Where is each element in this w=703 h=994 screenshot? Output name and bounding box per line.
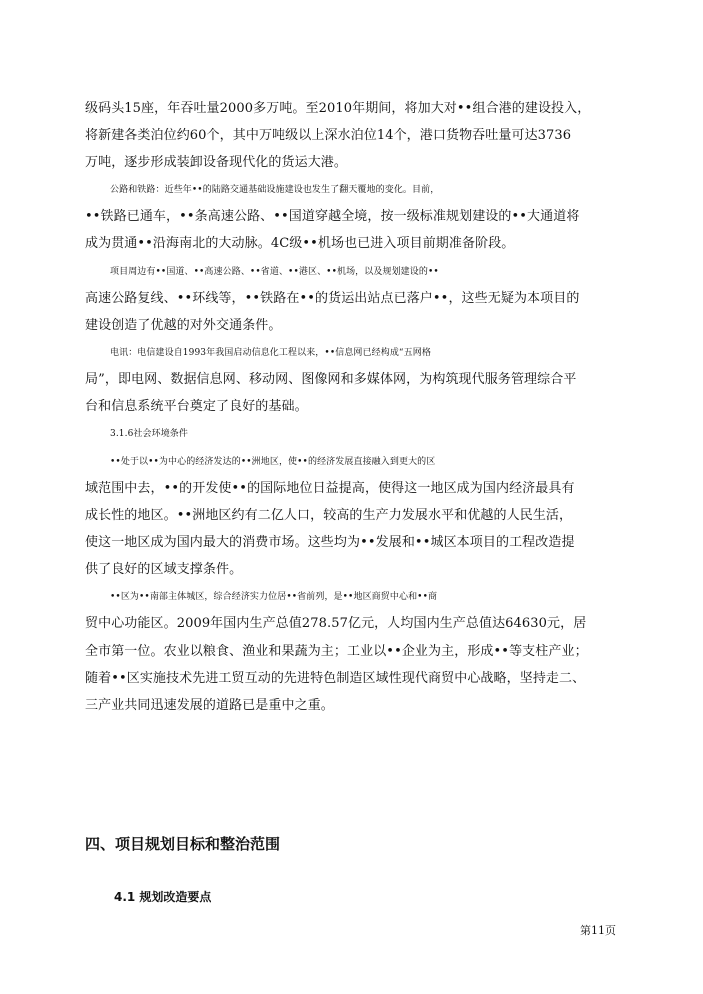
body-line: 域范围中去，••的开发使••的国际地位日益提高，使得这一地区成为国内经济最具有 bbox=[85, 481, 575, 496]
body-line: 贸中心功能区。2009年国内生产总值278.57亿元，人均国内生产总值达64630元，居 bbox=[85, 616, 587, 631]
body-line: 公路和铁路：近些年••的陆路交通基础设施建设也发生了翻天覆地的变化。目前， bbox=[110, 185, 440, 195]
body-line: 万吨，逐步形成装卸设备现代化的货运大港。 bbox=[85, 155, 348, 170]
body-line: 将新建各类泊位约60个，其中万吨级以上深水泊位14个，港口货物吞吐量可达3736 bbox=[85, 128, 572, 143]
body-line: 局”，即电网、数据信息网、移动网、图像网和多媒体网，为构筑现代服务管理综合平 bbox=[85, 372, 577, 387]
body-line: 全市第一位。农业以粮食、渔业和果蔬为主；工业以••企业为主，形成••等支柱产业； bbox=[85, 644, 588, 659]
body-line: 高速公路复线、••环线等，••铁路在••的货运出站点已落户••，这些无疑为本项目的 bbox=[85, 291, 580, 306]
body-line: 使这一地区成为国内最大的消费市场。这些均为••发展和••城区本项目的工程改造提 bbox=[85, 535, 575, 550]
body-line: 随着••区实施技术先进工贸互动的先进特色制造区域性现代商贸中心战略，坚持走二、 bbox=[85, 671, 586, 686]
body-line: 电讯：电信建设自1993年我国启动信息化工程以来，••信息网已经构成“五网格 bbox=[110, 348, 431, 358]
body-line: 建设创造了优越的对外交通条件。 bbox=[85, 318, 282, 333]
subsection-heading: 3.1.6社会环境条件 bbox=[110, 429, 189, 439]
body-line: 成为贯通••沿海南北的大动脉。4C级••机场也已进入项目前期准备阶段。 bbox=[85, 236, 515, 251]
body-line: ••区为••南部主体城区，综合经济实力位居••省前列，是••地区商贸中心和••商 bbox=[110, 592, 438, 602]
section-heading: 4.1 规划改造要点 bbox=[114, 890, 212, 904]
page-number: 第11页 bbox=[580, 924, 616, 937]
body-line: 级码头15座，年吞吐量2000多万吨。至2010年期间，将加大对••组合港的建设投入， bbox=[85, 101, 591, 116]
body-line: 成长性的地区。••洲地区约有二亿人口，较高的生产力发展水平和优越的人民生活， bbox=[85, 508, 573, 523]
body-line: ••处于以••为中心的经济发达的••洲地区，使••的经济发展直接融入到更大的区 bbox=[110, 457, 436, 467]
body-line: 台和信息系统平台奠定了良好的基础。 bbox=[85, 399, 308, 414]
body-line: 三产业共同迅速发展的道路已是重中之重。 bbox=[85, 698, 334, 713]
body-line: ••铁路已通车，••条高速公路、••国道穿越全境，按一级标准规划建设的••大通道将 bbox=[85, 209, 580, 224]
body-line: 供了良好的区域支撑条件。 bbox=[85, 562, 243, 577]
chapter-heading: 四、项目规划目标和整治范围 bbox=[85, 835, 281, 853]
body-line: 项目周边有••国道、••高速公路、••省道、••港区、••机场，以及规划建设的•• bbox=[110, 267, 439, 277]
